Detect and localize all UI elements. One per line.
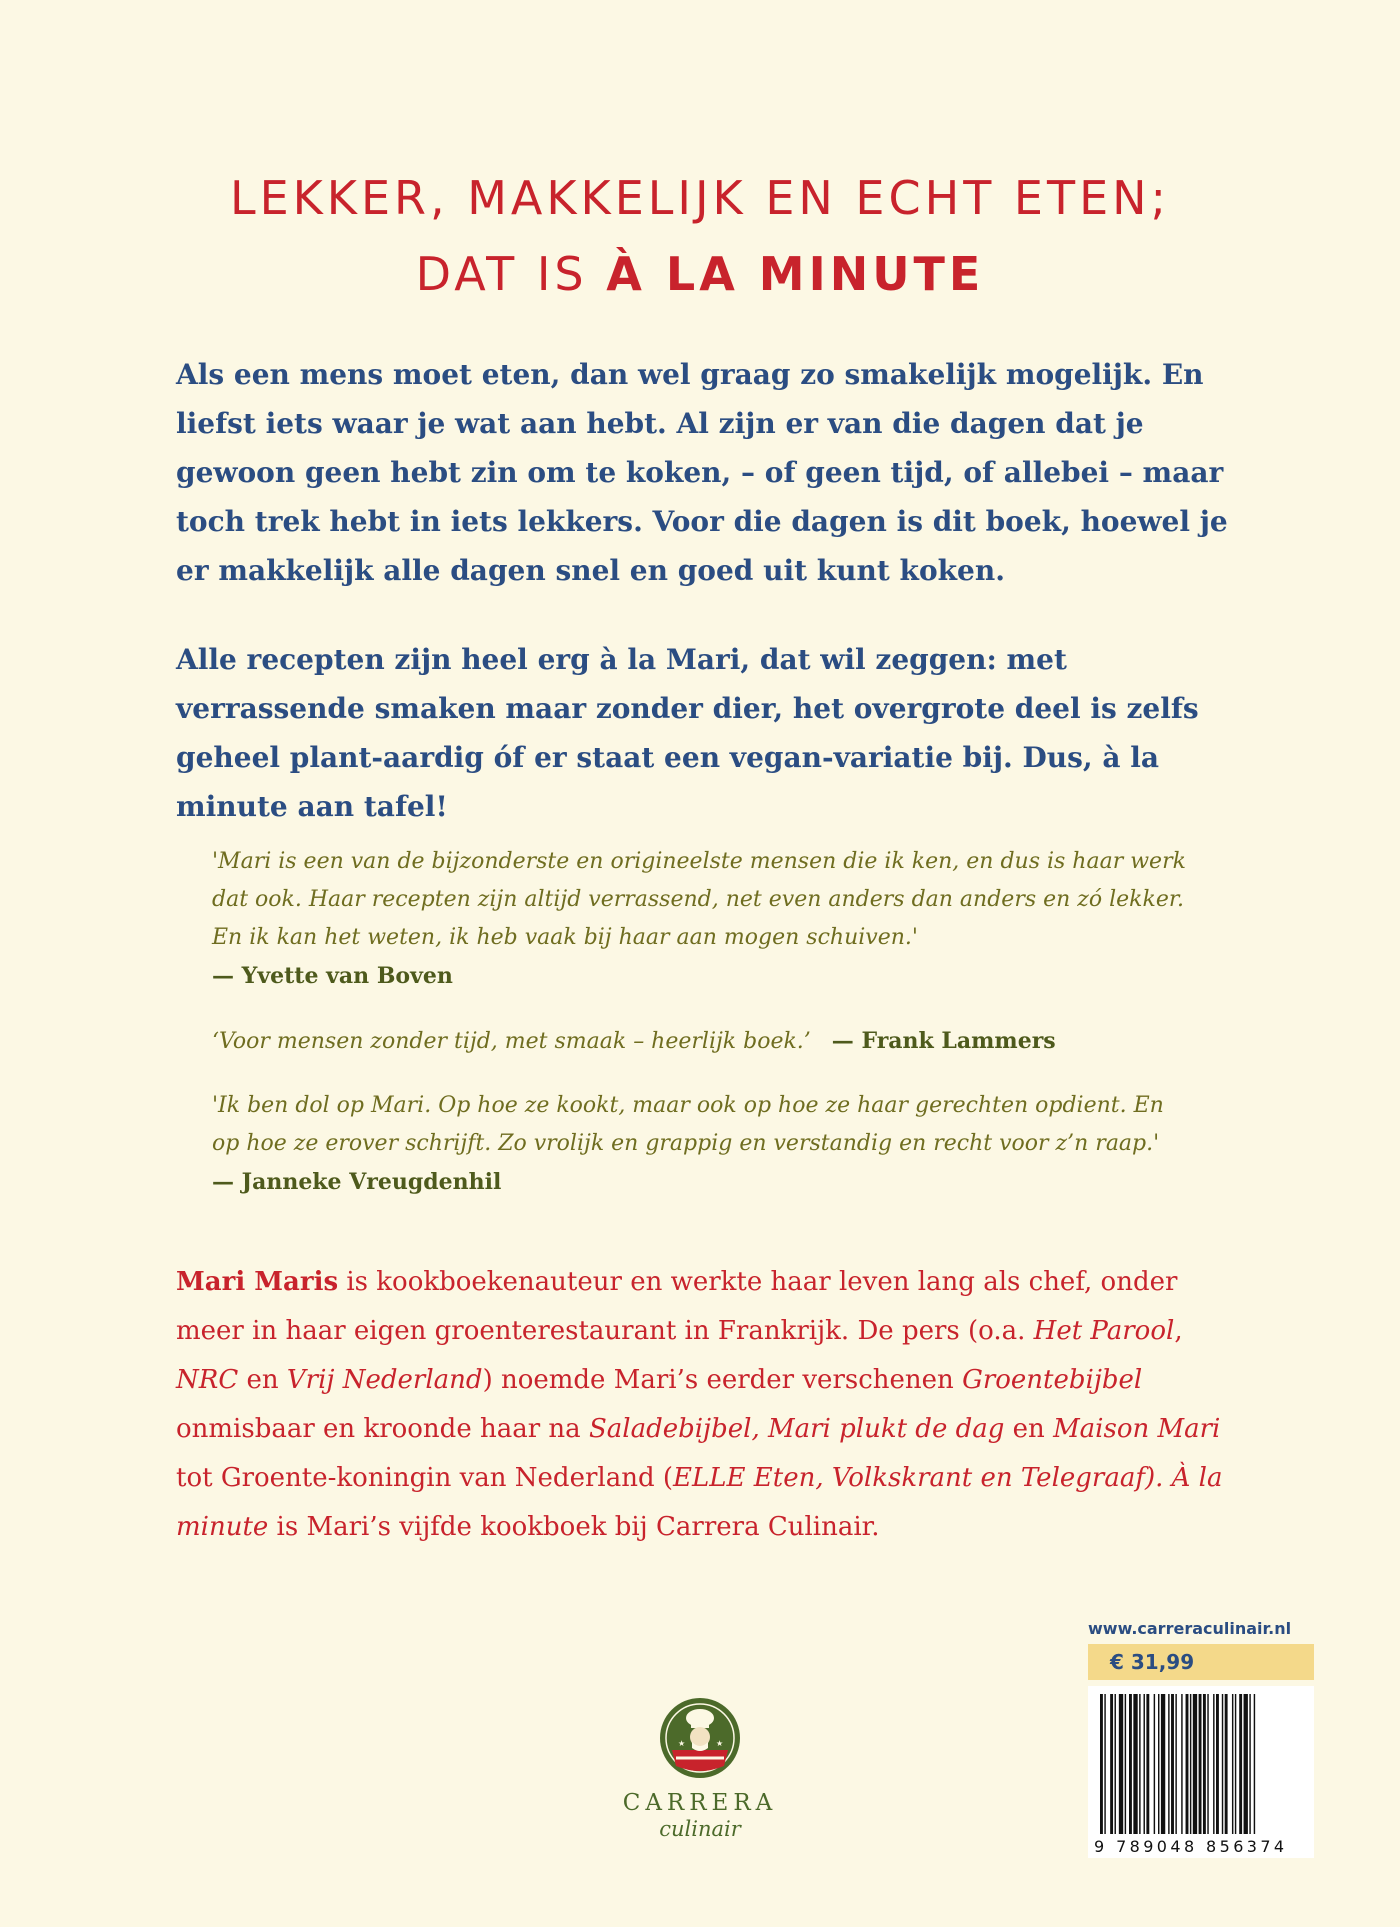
bio-title: NRC [176,1365,239,1395]
testimonials [212,843,1192,1228]
barcode-bar [1193,1694,1197,1834]
barcode-bar [1125,1694,1126,1834]
headline-line-1: LEKKER, MAKKELIJK EN ECHT ETEN; [229,171,1171,225]
isbn-number: 9 789048 856374 [1094,1837,1288,1856]
barcode-bar [1168,1694,1169,1834]
barcode-bar [1235,1694,1236,1834]
headline-line-2 [0,236,1400,312]
barcode-bar [1119,1694,1123,1834]
bio-text: ) noemde Mari’s eerder verschenen [482,1365,963,1395]
barcode-bar [1139,1694,1140,1834]
barcode-bar [1110,1694,1113,1834]
testimonial-text: ‘Voor mensen zonder tijd, met smaak – heerlijk boek.’ [212,1029,811,1054]
barcode [1088,1686,1314,1858]
intro-paragraph-2: Alle recepten zijn heel erg à la Mari, dat wil zeggen: met verrassende smaken maar zonder dier, het overgrote deel is zelfs geheel plant-aardig óf er staat een vegan-variatie bij. Dus, à la minute aan tafel! [176,643,1199,823]
bio-title: Saladebijbel, Mari plukt de dag [588,1414,1005,1444]
barcode-bar [1171,1694,1174,1834]
barcode-bar [1129,1694,1132,1834]
bio-title: Het Parool [1033,1316,1175,1346]
barcode-bar [1213,1694,1214,1834]
barcode-block [1088,1614,1314,1858]
barcode-bar [1216,1694,1219,1834]
barcode-bar [1175,1694,1176,1834]
bio-text: is Mari’s vijfde kookboek bij Carrera Culinair. [268,1512,880,1542]
barcode-bar [1146,1694,1149,1834]
publisher-website: www.carreraculinair.nl [1088,1619,1292,1638]
barcode-bar [1100,1694,1103,1834]
barcode-bar [1133,1694,1137,1834]
author-bio [176,1258,1236,1552]
barcode-bar [1104,1694,1105,1834]
testimonial-frank [212,1022,1192,1061]
barcode-bar [1115,1694,1116,1834]
barcode-bar [1225,1694,1228,1834]
intro-paragraph-1: Als een mens moet eten, dan wel graag zo smakelijk mogelijk. En liefst iets waar je wat aan hebt. Al zijn er van die dagen dat je gewoon geen hebt zin om te koken, – of geen tijd, of allebei – maar toch trek hebt in iets lekkers. Voor die dagen is dit boek, hoewel je er makkelijk alle dagen snel en goed uit kunt koken. [176,358,1228,587]
barcode-bar [1232,1694,1233,1834]
barcode-bar [1181,1694,1182,1834]
bio-title: Groentebijbel [962,1365,1143,1395]
testimonial-yvette [212,843,1192,996]
chef-emblem-icon [658,1696,742,1780]
svg-text:★: ★ [716,1739,724,1748]
barcode-bar [1222,1694,1223,1834]
bio-title: Vrij Nederland [286,1365,483,1395]
publisher-name: CARRERA [622,1790,778,1816]
testimonial-text: 'Mari is een van de bijzonderste en origineelste mensen die ik ken, en dus is haar werk dat ook. Haar recepten zijn altijd verrassend, net even anders dan anders en zó lekker. En ik kan het weten, ik heb vaak bij haar aan mogen schuiven.' [212,849,1186,950]
testimonial-author: — Janneke Vreugdenhil [212,1169,502,1195]
headline [0,160,1400,312]
svg-text:★: ★ [678,1739,686,1748]
testimonial-text: 'Ik ben dol op Mari. Op hoe ze kookt, maar ook op hoe ze haar gerechten opdient. En op hoe ze erover schrijft. Zo vrolijk en grappig en verstandig en recht voor z’n raap.' [212,1093,1164,1156]
barcode-bar [1186,1694,1189,1834]
headline-emphasis: À LA MINUTE [606,247,985,301]
barcode-bar [1249,1694,1250,1834]
author-name: Mari Maris [176,1267,339,1297]
barcode-bar [1158,1694,1159,1834]
headline-prefix: DAT IS [415,247,588,301]
barcode-bar [1254,1694,1255,1834]
barcode-bar [1207,1694,1208,1834]
testimonial-author: — Yvette van Boven [212,963,453,989]
bio-text: is kookboekenauteur en werkte haar leven lang als chef, onder meer in haar eigen groenterestaurant in Frankrijk. De pers (o.a. [176,1267,1178,1346]
barcode-bars [1098,1694,1304,1834]
barcode-bar [1144,1694,1145,1834]
barcode-bar [1203,1694,1206,1834]
testimonial-janneke [212,1087,1192,1202]
barcode-bar [1161,1694,1165,1834]
bio-text: , [1174,1316,1183,1346]
publisher-subname: culinair [659,1817,741,1841]
barcode-bar [1239,1694,1242,1834]
bio-title: Maison Mari [1053,1414,1221,1444]
barcode-bar [1244,1694,1248,1834]
barcode-bar [1199,1694,1202,1834]
price-tag: € 31,99 [1088,1644,1314,1680]
barcode-bar [1154,1694,1155,1834]
bio-text: en [238,1365,287,1395]
bio-text: en [1004,1414,1054,1444]
publisher-logo [590,1696,810,1842]
barcode-bar [1190,1694,1191,1834]
bio-text: tot Groente-koningin van Nederland ( [176,1463,674,1493]
bio-title: ELLE Eten, Volkskrant en Telegraaf). À la minute [176,1463,1223,1542]
intro-text [176,350,1236,871]
testimonial-author: — Frank Lammers [831,1028,1056,1054]
bio-text: onmisbaar en kroonde haar na [176,1414,589,1444]
